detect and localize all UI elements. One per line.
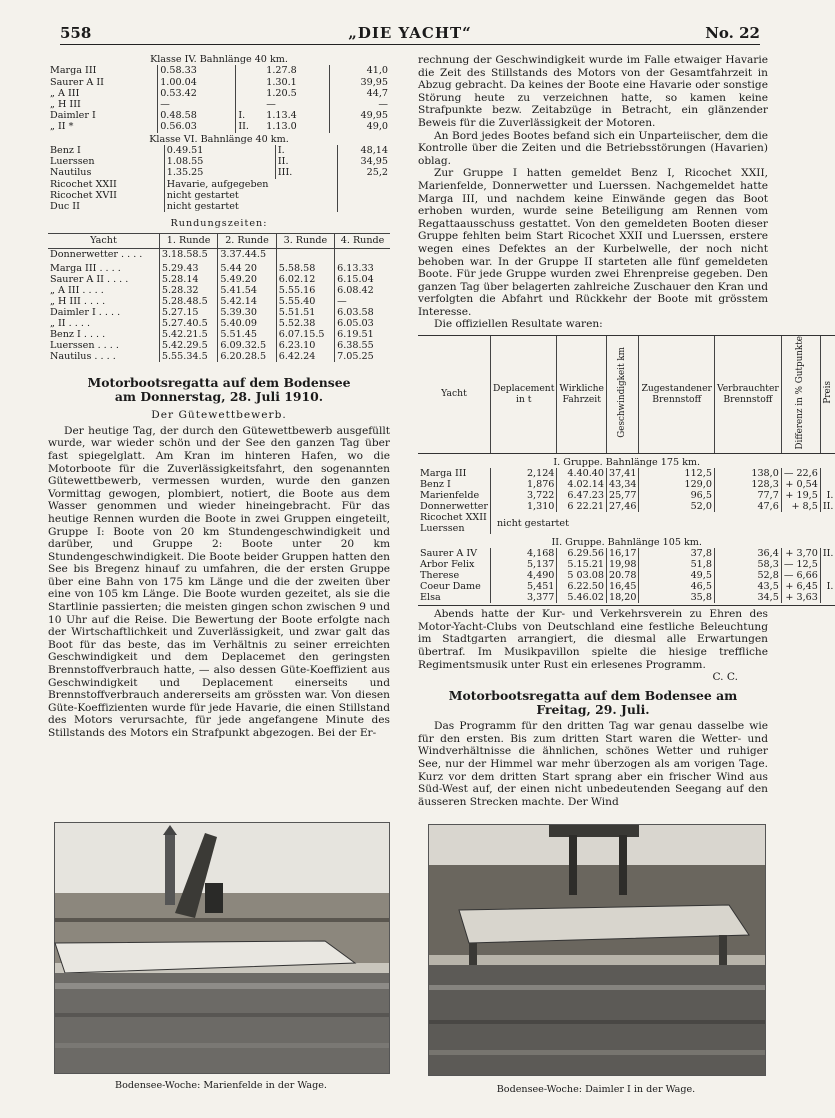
result-value: 6.47.23 xyxy=(557,490,607,501)
photo-caption-left: Bodensee-Woche: Marienfelde in der Wage. xyxy=(115,1080,327,1091)
empty-cell xyxy=(338,201,390,212)
value-cell: I. xyxy=(236,110,264,121)
round-time xyxy=(335,248,390,263)
results-table xyxy=(418,335,835,606)
yacht-name: „ A III xyxy=(50,87,80,99)
result-value: I. xyxy=(820,490,835,501)
result-value: 36,4 xyxy=(714,548,781,559)
table-row xyxy=(418,581,835,592)
result-value: 20.78 xyxy=(606,570,638,581)
round-time: 5.58.58 xyxy=(276,263,334,274)
value-cell: I. xyxy=(275,145,326,156)
column-header xyxy=(490,336,556,454)
value-cell: II. xyxy=(236,121,264,132)
yacht-name: Duc II xyxy=(50,201,80,213)
value-cell: 0.48.58 xyxy=(158,110,236,121)
result-value: 4.40.40 xyxy=(557,468,607,479)
table-row xyxy=(418,548,835,559)
value-cell xyxy=(326,167,338,178)
round-time: 5.28.32 xyxy=(159,285,217,296)
result-value: 138,0 xyxy=(714,468,781,479)
table-row xyxy=(48,99,390,110)
table-row xyxy=(48,263,390,274)
table-row xyxy=(418,592,835,603)
column-header-label: Zugestandener Brennstoff xyxy=(641,383,712,405)
value-cell: 1.00.04 xyxy=(158,77,236,88)
result-value: 46,5 xyxy=(639,581,715,592)
table-row xyxy=(48,307,390,318)
round-time: 5.28.48.5 xyxy=(159,296,217,307)
result-value: 16,45 xyxy=(606,581,638,592)
round-time: 6.19.51 xyxy=(335,329,390,340)
round-time: 5.55.16 xyxy=(276,285,334,296)
value-cell: — xyxy=(330,99,390,110)
right-text-4: Die offiziellen Resultate waren: xyxy=(434,318,603,331)
yacht-name: Luerssen xyxy=(50,156,95,168)
yacht-name: Nautilus . . . . xyxy=(50,351,116,363)
column-header xyxy=(606,336,638,454)
result-value: 4,168 xyxy=(490,548,556,559)
value-cell: 0.58.33 xyxy=(158,65,236,76)
result-value: 128,3 xyxy=(714,479,781,490)
value-cell: 1.08.55 xyxy=(164,156,275,167)
round-time: 5.55.34.5 xyxy=(159,351,217,362)
result-value xyxy=(820,570,835,581)
article-subtitle: Der Gütewettbewerb. xyxy=(151,409,287,422)
yacht-name: „ II * xyxy=(50,121,74,133)
article-body: Der heutige Tag, der durch den Gütewettbewerb ausgefüllt wurde, war wieder schön und der See den ganzen Tag über fast spiegelglatt. Am Kran im hinteren Hafen, wo die Motorboote für die Zuverlässigkeitsfahrt, den sogenannten Gütewettbewerb, vermessen wurden, wurde den ganzen Vormittag gewogen, plombiert, notiert, die Boote aus dem Wasser genommen und wieder hineingebracht. Für das heutige Rennen wurden die Boote in zwei Gruppen eingeteilt, Gruppe I: Boote von 20 km Stundengeschwindigkeit und darüber, und Gruppe 2: Boote unter 20 km Stundengeschwindigkeit. Die Boote beider Gruppen hatten den See bis Bregenz hinauf zu umfahren, die der ersten Gruppe über eine Bahn von 175 km Länge und die der zweiten über eine von 105 km Länge. Die Boote wurden gezeitet, als sie die Startlinie passierten; die meisten gingen schon zwischen 9 und 10 Uhr auf die Reise. Die Bewertung der Boote erfolgte nach der Wirtschaftlichkeit und Zuverlässigkeit, und zwar galt das Boot für das beste, das im Verhältnis zu seiner erreichten Geschwindigkeit und dem Deplacemet den geringsten Brennstoffverbrauch hatte, — also dessen Güte-Koeffizient aus Geschwindigkeit und Deplacement einerseits und Brennstoffverbrauch andererseits am grössten war. Von diesen Güte-Koeffizienten wurde für jede Havarie, die einen Stillstand des Motors verursachte, für jede angefangene Minute des Stillstands des Motors ein Strafpunkt abgezogen. Bei der Er- xyxy=(48,424,390,739)
value-cell: 0.56.03 xyxy=(158,121,236,132)
round-time xyxy=(276,248,334,263)
table-row xyxy=(48,190,390,201)
value-cell xyxy=(236,88,264,99)
value-cell: 49,0 xyxy=(330,121,390,132)
class4-title: Klasse IV. Bahnlänge 40 km. xyxy=(150,54,288,65)
value-cell: 49,95 xyxy=(330,110,390,121)
table-row xyxy=(48,110,390,121)
value-cell: — xyxy=(266,99,276,111)
round-time: 6.05.03 xyxy=(335,318,390,329)
class4-table xyxy=(48,65,390,132)
yacht-name: Ricochet XXII xyxy=(50,178,117,190)
value-cell: 34,95 xyxy=(338,156,390,167)
column-header xyxy=(639,336,715,454)
result-value: 43,34 xyxy=(606,479,638,490)
result-value: + 8,5 xyxy=(781,501,820,512)
table-row xyxy=(418,468,835,479)
table-bottom-rule xyxy=(418,603,835,606)
result-value: — 22,6 xyxy=(781,468,820,479)
table-row xyxy=(48,329,390,340)
value-cell: — xyxy=(158,99,236,110)
result-value: — 12,5 xyxy=(781,559,820,570)
result-value xyxy=(820,559,835,570)
round-time: 5.52.38 xyxy=(276,318,334,329)
table-row xyxy=(418,570,835,581)
round-time: 5.27.40.5 xyxy=(159,318,217,329)
signature: C. C. xyxy=(712,671,738,684)
value-cell xyxy=(326,145,338,156)
table-row xyxy=(48,65,390,76)
result-value: 1,876 xyxy=(490,479,556,490)
value-cell: 0.49.51 xyxy=(164,145,275,156)
result-value: + 0,54 xyxy=(781,479,820,490)
table-row xyxy=(48,121,390,132)
magazine-title: „DIE YACHT“ xyxy=(348,24,472,42)
yacht-name: „ H III xyxy=(50,99,81,111)
table-row xyxy=(48,318,390,329)
result-value: 37,41 xyxy=(606,468,638,479)
yacht-name: Benz I . . . . xyxy=(50,329,106,341)
result-value: 77,7 xyxy=(714,490,781,501)
status-cell: Havarie, aufgegeben xyxy=(164,179,338,190)
result-value: + 3,70 xyxy=(781,548,820,559)
column-header xyxy=(781,336,820,454)
table-row xyxy=(48,285,390,296)
round-time: 6.38.55 xyxy=(335,340,390,351)
table-row xyxy=(48,88,390,99)
yacht-name: Ricochet XXII xyxy=(420,512,487,524)
column-header: 3. Runde xyxy=(276,233,334,248)
right-text-5 xyxy=(418,608,768,684)
result-value xyxy=(820,468,835,479)
round-time: 3.18.58.5 xyxy=(159,248,217,263)
round-time: 5.42.29.5 xyxy=(159,340,217,351)
result-value: 5 03.08 xyxy=(557,570,607,581)
right-text-1: rechnung der Geschwindigkeit wurde im Falle etwaiger Havarie die Zeit des Stillstands des Motors von der Gesamtfahrzeit in Abzug gebracht. Da keines der Boote eine Havarie oder sonstige Störung heute zu verzeichnen hatte, so kamen keine Strafpunkte bezw. Zeitabzüge in Betracht, ein glänzender Beweis für die Zuverlässigkeit der Motoren. xyxy=(418,54,768,129)
issue-number: No. 22 xyxy=(705,24,760,42)
column-header xyxy=(820,336,835,454)
result-value: 1,310 xyxy=(490,501,556,512)
yacht-name: Benz I xyxy=(420,479,451,491)
result-value: 58,3 xyxy=(714,559,781,570)
value-cell: 25,2 xyxy=(338,167,390,178)
value-cell: 1.27.8 xyxy=(266,65,297,77)
yacht-name: Benz I xyxy=(50,145,81,157)
yacht-name: Marga III xyxy=(420,468,467,480)
column-header-label: Deplacement in t xyxy=(492,383,555,405)
result-value: 18,20 xyxy=(606,592,638,603)
column-header-label: Wirkliche Fahrzeit xyxy=(559,383,604,405)
table-row xyxy=(48,248,390,263)
yacht-name: Saurer A II xyxy=(50,76,104,88)
round-time: 6.09.32.5 xyxy=(218,340,276,351)
value-cell: III. xyxy=(275,167,326,178)
round-time: 5.49.20 xyxy=(218,274,276,285)
group-title-row xyxy=(418,454,835,469)
not-started-label: nicht gestartet xyxy=(490,512,835,534)
round-time: 5.39.30 xyxy=(218,307,276,318)
round-time: 5.29.43 xyxy=(159,263,217,274)
photo-marienfelde-image xyxy=(55,823,389,1073)
group-title-row xyxy=(418,534,835,548)
column-header xyxy=(557,336,607,454)
yacht-name: Marienfelde xyxy=(420,490,480,502)
yacht-name: Marga III xyxy=(50,65,97,77)
article-title: Motorbootsregatta auf dem Bodensee am Donnerstag, 28. Juli 1910. xyxy=(87,375,351,405)
column-header: 2. Runde xyxy=(218,233,276,248)
evening-text: Abends hatte der Kur- und Verkehrsverein zu Ehren des Motor-Yacht-Clubs von Deutschland eine festliche Beleuchtung im Stadtgarten arrangiert, die diesmal alle Erwartungen übertraf. Im Musikpavillon spielte die hiesige treffliche Regimentsmusik unter Rust ein erlesenes Programm. xyxy=(418,608,768,671)
empty-cell xyxy=(338,179,390,190)
yacht-name: Luerssen . . . . xyxy=(50,340,119,352)
column-header xyxy=(714,336,781,454)
column-header-label: Yacht xyxy=(441,388,467,400)
round-time: 7.05.25 xyxy=(335,351,390,362)
result-value: 6 22.21 xyxy=(557,501,607,512)
group-title: II. Gruppe. Bahnlänge 105 km. xyxy=(551,537,702,549)
round-time: 5.51.51 xyxy=(276,307,334,318)
rounds-title: Rundungszeiten: xyxy=(170,218,268,230)
result-value: + 19,5 xyxy=(781,490,820,501)
result-value: 27,46 xyxy=(606,501,638,512)
class6-table xyxy=(48,145,390,212)
right-text-2: An Bord jedes Bootes befand sich ein Unparteiischer, dem die Kontrolle über die Zeiten und die Betriebsstörungen (Havarien) oblag. xyxy=(418,129,768,167)
status-cell: nicht gestartet xyxy=(164,201,338,212)
yacht-name: Saurer A II . . . . xyxy=(50,274,129,286)
photo-daimler xyxy=(428,824,766,1076)
column-header: 1. Runde xyxy=(159,233,217,248)
round-time: — xyxy=(335,296,390,307)
round-time: 5.27.15 xyxy=(159,307,217,318)
yacht-name: Daimler I xyxy=(50,110,96,122)
value-cell xyxy=(326,156,338,167)
round-time: 6.42.24 xyxy=(276,351,334,362)
group-title: I. Gruppe. Bahnlänge 175 km. xyxy=(553,457,701,469)
table-row xyxy=(418,512,835,523)
round-time: 6.20.28.5 xyxy=(218,351,276,362)
result-value: 6.22.50 xyxy=(557,581,607,592)
photo-marienfelde xyxy=(54,822,390,1074)
value-cell: 1.35.25 xyxy=(164,167,275,178)
result-value: 4,490 xyxy=(490,570,556,581)
yacht-name: Luerssen xyxy=(420,523,465,535)
result-value: 19,98 xyxy=(606,559,638,570)
column-header-label: Preis xyxy=(822,381,833,405)
value-cell: 1.30.1 xyxy=(266,76,297,88)
table-row xyxy=(48,145,390,156)
yacht-name: Marga III . . . . xyxy=(50,263,121,275)
round-time: 6.15.04 xyxy=(335,274,390,285)
empty-cell xyxy=(338,190,390,201)
result-value: 16,17 xyxy=(606,548,638,559)
table-row xyxy=(48,156,390,167)
table-row xyxy=(418,501,835,512)
yacht-name: „ II . . . . xyxy=(50,318,90,330)
result-value: 5,137 xyxy=(490,559,556,570)
column-header: Yacht xyxy=(48,233,159,248)
result-value: 47,6 xyxy=(714,501,781,512)
result-value xyxy=(820,592,835,603)
round-time: 5.28.14 xyxy=(159,274,217,285)
round-time: 5.42.14 xyxy=(218,296,276,307)
result-value: 52,8 xyxy=(714,570,781,581)
result-value: + 6,45 xyxy=(781,581,820,592)
result-value: 5,451 xyxy=(490,581,556,592)
result-value xyxy=(820,479,835,490)
round-time: 5.42.21.5 xyxy=(159,329,217,340)
result-value: 37,8 xyxy=(639,548,715,559)
column-header-label: Verbrauchter Brennstoff xyxy=(716,383,779,405)
result-value: 112,5 xyxy=(639,468,715,479)
result-value: II. xyxy=(820,548,835,559)
yacht-name: Daimler I . . . . xyxy=(50,307,121,319)
photo-daimler-image xyxy=(429,825,765,1075)
yacht-name: „ H III . . . . xyxy=(50,296,106,308)
result-value: 5.15.21 xyxy=(557,559,607,570)
column-header xyxy=(418,336,490,454)
page-number: 558 xyxy=(60,24,92,42)
value-cell xyxy=(236,77,264,88)
article2-title: Motorbootsregatta auf dem Bodensee am Freitag, 29. Juli. xyxy=(448,688,738,718)
yacht-name: Therese xyxy=(420,570,460,582)
result-value: 34,5 xyxy=(714,592,781,603)
value-cell: 39,95 xyxy=(330,77,390,88)
right-column xyxy=(418,54,834,808)
yacht-name: Nautilus xyxy=(50,167,92,179)
value-cell xyxy=(236,99,264,110)
result-value: 3,377 xyxy=(490,592,556,603)
round-time: 6.02.12 xyxy=(276,274,334,285)
column-header: 4. Runde xyxy=(335,233,390,248)
right-text-3: Zur Gruppe I hatten gemeldet Benz I, Ricochet XXII, Marienfelde, Donnerwetter und Luerssen. Nachgemeldet hatte Marga III, und nachdem keine Einwände gegen das Boot erhoben wurden, wurde seine Beteiligung am Rennen vom Regattaausschuss gestattet. Von den gemeldeten Booten dieser Gruppe fehlten beim Start Ricochet XXII und Luerssen, erstere wegen eines Defektes an der Kurbelwelle, der noch nicht behoben war. In der Gruppe II starteten alle fünf gemeldeten Boote. Für jede Gruppe wurden zwei Ehrenpreise gegeben. Den ganzen Tag über belagerten zahlreiche Zuschauer den Kran und verfolgten die Abfahrt und Rückkehr der Boote mit grösstem Interesse. xyxy=(418,167,768,318)
table-row xyxy=(48,77,390,88)
value-cell: 1.13.4 xyxy=(266,110,297,122)
result-value: 25,77 xyxy=(606,490,638,501)
left-column xyxy=(48,54,390,740)
table-row xyxy=(48,201,390,212)
result-value: 3,722 xyxy=(490,490,556,501)
result-value: 129,0 xyxy=(639,479,715,490)
result-value: 49,5 xyxy=(639,570,715,581)
round-time: 3.37.44.5 xyxy=(218,248,276,263)
yacht-name: Donnerwetter . . . . xyxy=(50,248,143,260)
table-row xyxy=(48,179,390,190)
table-row xyxy=(48,296,390,307)
table-row xyxy=(418,479,835,490)
round-time: 5.40.09 xyxy=(218,318,276,329)
round-time: 5.41.54 xyxy=(218,285,276,296)
table-row xyxy=(48,340,390,351)
table-row xyxy=(418,490,835,501)
value-cell: 41,0 xyxy=(330,65,390,76)
result-value: 96,5 xyxy=(639,490,715,501)
yacht-name: Ricochet XVII xyxy=(50,189,117,201)
round-time: 6.03.58 xyxy=(335,307,390,318)
class6-title: Klasse VI. Bahnlänge 40 km. xyxy=(149,133,289,145)
value-cell: II. xyxy=(275,156,326,167)
column-header-label: Geschwindigkeit km xyxy=(617,347,628,439)
table-row xyxy=(48,167,390,178)
result-value: 51,8 xyxy=(639,559,715,570)
result-value: 35,8 xyxy=(639,592,715,603)
round-time: 5.44 20 xyxy=(218,263,276,274)
column-header-label: Differenz in % Gutpunkte xyxy=(795,336,806,450)
photo-caption-right: Bodensee-Woche: Daimler I in der Wage. xyxy=(496,1084,696,1095)
round-time: 6.08.42 xyxy=(335,285,390,296)
result-value: 2,124 xyxy=(490,468,556,479)
result-value: I. xyxy=(820,581,835,592)
yacht-name: Saurer A IV xyxy=(420,548,478,560)
value-cell xyxy=(236,65,264,76)
rounds-table xyxy=(48,233,390,363)
value-cell: 1.20.5 xyxy=(266,87,297,99)
round-time: 5.55.40 xyxy=(276,296,334,307)
round-time: 6.13.33 xyxy=(335,263,390,274)
round-time: 6.23.10 xyxy=(276,340,334,351)
result-value: 6.29.56 xyxy=(557,548,607,559)
result-value: 43,5 xyxy=(714,581,781,592)
status-cell: nicht gestartet xyxy=(164,190,338,201)
round-time: 5.51.45 xyxy=(218,329,276,340)
article2-body: Das Programm für den dritten Tag war genau dasselbe wie für den ersten. Bis zum dritten Start waren die Wetter- und Windverhältnisse die ähnlichen, schönes Wetter und ruhiger See, nur der Himmel war mehr überzogen als am vorigen Tage. Kurz vor dem dritten Start sprang aber ein frischer Wind aus Süd-West auf, der einen nicht unbedeutenden Seegang auf den äusseren Strecken machte. Der Wind xyxy=(418,720,768,808)
result-value: 4.02.14 xyxy=(557,479,607,490)
value-cell: 1.13.0 xyxy=(266,121,297,133)
value-cell: 0.53.42 xyxy=(158,88,236,99)
result-value: 5.46.02 xyxy=(557,592,607,603)
yacht-name: Elsa xyxy=(420,592,441,604)
result-value: 52,0 xyxy=(639,501,715,512)
result-value: — 6,66 xyxy=(781,570,820,581)
value-cell: 48,14 xyxy=(338,145,390,156)
page-header xyxy=(60,22,760,45)
yacht-name: „ A III . . . . xyxy=(50,285,104,297)
round-time: 6.07.15.5 xyxy=(276,329,334,340)
yacht-name: Coeur Dame xyxy=(420,581,481,593)
table-row xyxy=(48,274,390,285)
yacht-name: Donnerwetter xyxy=(420,501,488,513)
yacht-name: Arbor Felix xyxy=(420,559,475,571)
value-cell: 44,7 xyxy=(330,88,390,99)
table-row xyxy=(48,351,390,362)
result-value: II. xyxy=(820,501,835,512)
table-row xyxy=(418,559,835,570)
result-value: + 3,63 xyxy=(781,592,820,603)
